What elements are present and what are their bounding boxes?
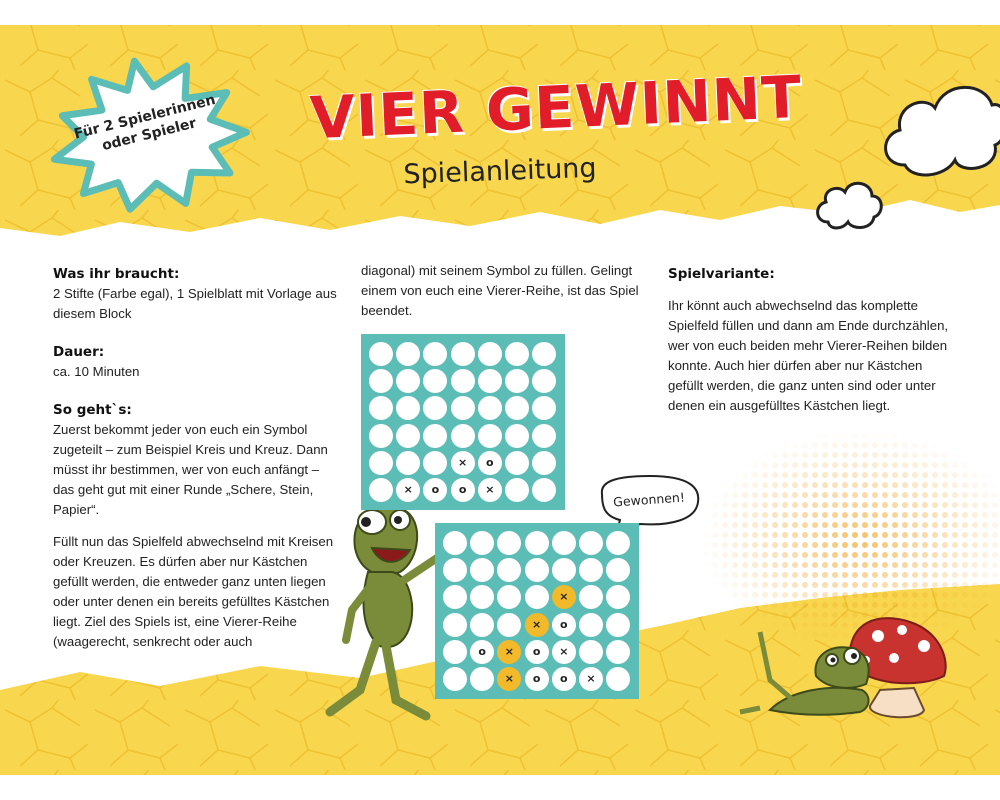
board-cell: ×: [552, 640, 576, 664]
example-board-win: [435, 523, 639, 699]
board-cell: [443, 558, 467, 582]
board-cell: o: [423, 478, 447, 502]
board-cell: [396, 424, 420, 448]
board-cell: [443, 531, 467, 555]
board-cell: [443, 613, 467, 637]
board-cell: [579, 558, 603, 582]
board-cell: [532, 424, 556, 448]
board-cell: [505, 342, 529, 366]
needs-heading: Was ihr braucht:: [53, 266, 180, 282]
board-cell: [532, 342, 556, 366]
board-cell: o: [552, 667, 576, 691]
board-cell: [579, 613, 603, 637]
board-cell: [396, 451, 420, 475]
board-cell: [369, 478, 393, 502]
board-cell: [505, 424, 529, 448]
board-cell: ×: [478, 478, 502, 502]
board-cell: [505, 396, 529, 420]
left-column: [53, 264, 343, 652]
board-cell: [470, 667, 494, 691]
board-cell: [552, 531, 576, 555]
board-cell: ×: [497, 640, 521, 664]
board-cell: [396, 342, 420, 366]
board-cell: [532, 396, 556, 420]
board-cell: [478, 369, 502, 393]
board-cell: [451, 396, 475, 420]
board-cell: [532, 451, 556, 475]
board-cell: o: [525, 667, 549, 691]
board-cell: [451, 424, 475, 448]
board-cell: [478, 396, 502, 420]
board-cell: [497, 613, 521, 637]
board-cell: [606, 613, 630, 637]
board-cell: o: [552, 613, 576, 637]
board-cell: [497, 558, 521, 582]
board-cell: [579, 585, 603, 609]
needs-text: 2 Stifte (Farbe egal), 1 Spielblatt mit Vorlage aus diesem Block: [53, 286, 337, 321]
board-cell: [470, 585, 494, 609]
board-cell: [606, 558, 630, 582]
board-cell: [423, 369, 447, 393]
page-title: VIER GEWINNT: [308, 62, 804, 153]
board-cell: [369, 396, 393, 420]
howto-paragraph-2: Füllt nun das Spielfeld abwechselnd mit Kreisen oder Kreuzen. Es dürfen aber nur Kästchen gefüllt werden, die entweder ganz unten liegen oder unter denen ein bereits gefülltes Kästchen liegt. Ziel des Spiels ist, eine Vierer-Reihe (waagerecht, senkrecht oder auch: [53, 534, 334, 649]
variant-text: Ihr könnt auch abwechselnd das komplette Spielfeld füllen und dann am Ende durchzählen, wer von euch beiden mehr Vierer-Reihen bilden konnte. Auch hier dürfen aber nur Kästchen gefüllt werden, die ganz unten sind oder unter denen ein ausgefülltes Kästchen liegt.: [668, 298, 949, 413]
board-cell: [532, 369, 556, 393]
board-cell: [525, 558, 549, 582]
board-cell: [525, 585, 549, 609]
board-cell: [451, 369, 475, 393]
board-cell: [552, 558, 576, 582]
board-cell: [478, 424, 502, 448]
board-cell: [396, 396, 420, 420]
board-cell: [505, 369, 529, 393]
board-cell: [478, 342, 502, 366]
board-cell: [606, 531, 630, 555]
board-cell: ×: [525, 613, 549, 637]
middle-column: [361, 261, 651, 321]
board-cell: [497, 531, 521, 555]
board-cell: [396, 369, 420, 393]
board-cell: [470, 558, 494, 582]
board-cell: [443, 667, 467, 691]
board-cell: [451, 342, 475, 366]
board-cell: [369, 451, 393, 475]
howto-heading: So geht`s:: [53, 402, 132, 418]
board-cell: [505, 451, 529, 475]
player-count-badge: Für 2 Spielerinnen oder Spieler: [72, 91, 218, 155]
speech-bubble-text: Gewonnen!: [612, 489, 686, 510]
board-cell: [369, 424, 393, 448]
duration-heading: Dauer:: [53, 344, 105, 360]
board-cell: [532, 478, 556, 502]
board-cell: o: [478, 451, 502, 475]
board-cell: ×: [396, 478, 420, 502]
howto-paragraph-3: diagonal) mit seinem Symbol zu füllen. Gelingt einem von euch eine Vierer-Reihe, ist das Spiel beendet.: [361, 263, 639, 318]
howto-paragraph-1: Zuerst bekommt jeder von euch ein Symbol zugeteilt – zum Beispiel Kreis und Kreuz. Dann müsst ihr bestimmen, wer von euch anfängt – das geht gut mit einer Runde „Schere, Stein, Papier“.: [53, 422, 328, 517]
board-cell: [497, 585, 521, 609]
board-cell: [369, 369, 393, 393]
board-cell: [525, 531, 549, 555]
board-cell: [423, 396, 447, 420]
board-cell: [443, 640, 467, 664]
board-cell: ×: [451, 451, 475, 475]
board-cell: [369, 342, 393, 366]
page-subtitle: Spielanleitung: [402, 152, 598, 191]
board-cell: [505, 478, 529, 502]
board-cell: [423, 342, 447, 366]
board-cell: ×: [497, 667, 521, 691]
board-cell: o: [525, 640, 549, 664]
right-column: [668, 264, 953, 416]
board-cell: [443, 585, 467, 609]
board-cell: o: [470, 640, 494, 664]
board-cell: [423, 424, 447, 448]
board-cell: [470, 613, 494, 637]
board-cell: [579, 531, 603, 555]
board-cell: ×: [579, 667, 603, 691]
board-cell: o: [451, 478, 475, 502]
example-board-start: [361, 334, 565, 510]
board-cell: [606, 640, 630, 664]
board-cell: [606, 667, 630, 691]
board-cell: [423, 451, 447, 475]
duration-text: ca. 10 Minuten: [53, 364, 140, 379]
board-cell: ×: [552, 585, 576, 609]
board-cell: [470, 531, 494, 555]
variant-heading: Spielvariante:: [668, 266, 775, 282]
board-cell: [579, 640, 603, 664]
board-cell: [606, 585, 630, 609]
